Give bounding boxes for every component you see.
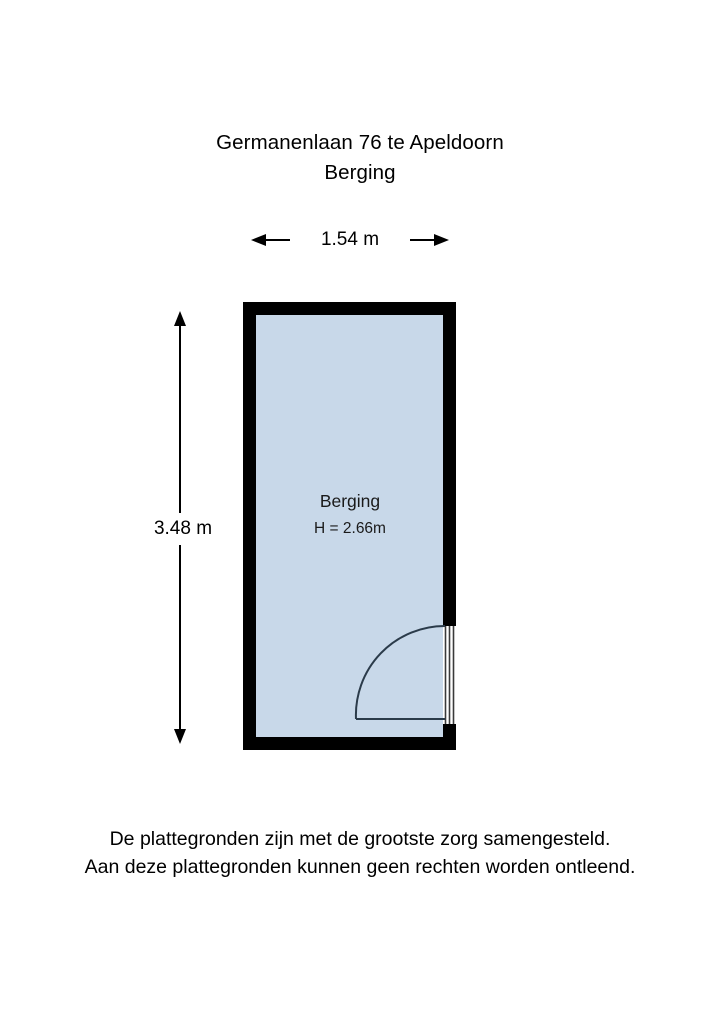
door-jamb-bottom	[443, 724, 456, 729]
page-title-subtitle: Berging	[324, 161, 396, 184]
room-label-group	[256, 488, 444, 542]
height-dimension-label: 3.48 m	[133, 517, 233, 541]
disclaimer	[0, 825, 720, 881]
disclaimer-line-1: De plattegronden zijn met de grootste zorg samengesteld.	[109, 828, 611, 850]
room-name-label: Berging	[319, 491, 381, 511]
width-dimension-label: 1.54 m	[290, 228, 410, 252]
room-ceiling-height-label: H = 2.66m	[314, 520, 386, 537]
page-title-address: Germanenlaan 76 te Apeldoorn	[216, 131, 504, 154]
disclaimer-line-2: Aan deze plattegronden kunnen geen rechten worden ontleend.	[84, 856, 636, 878]
